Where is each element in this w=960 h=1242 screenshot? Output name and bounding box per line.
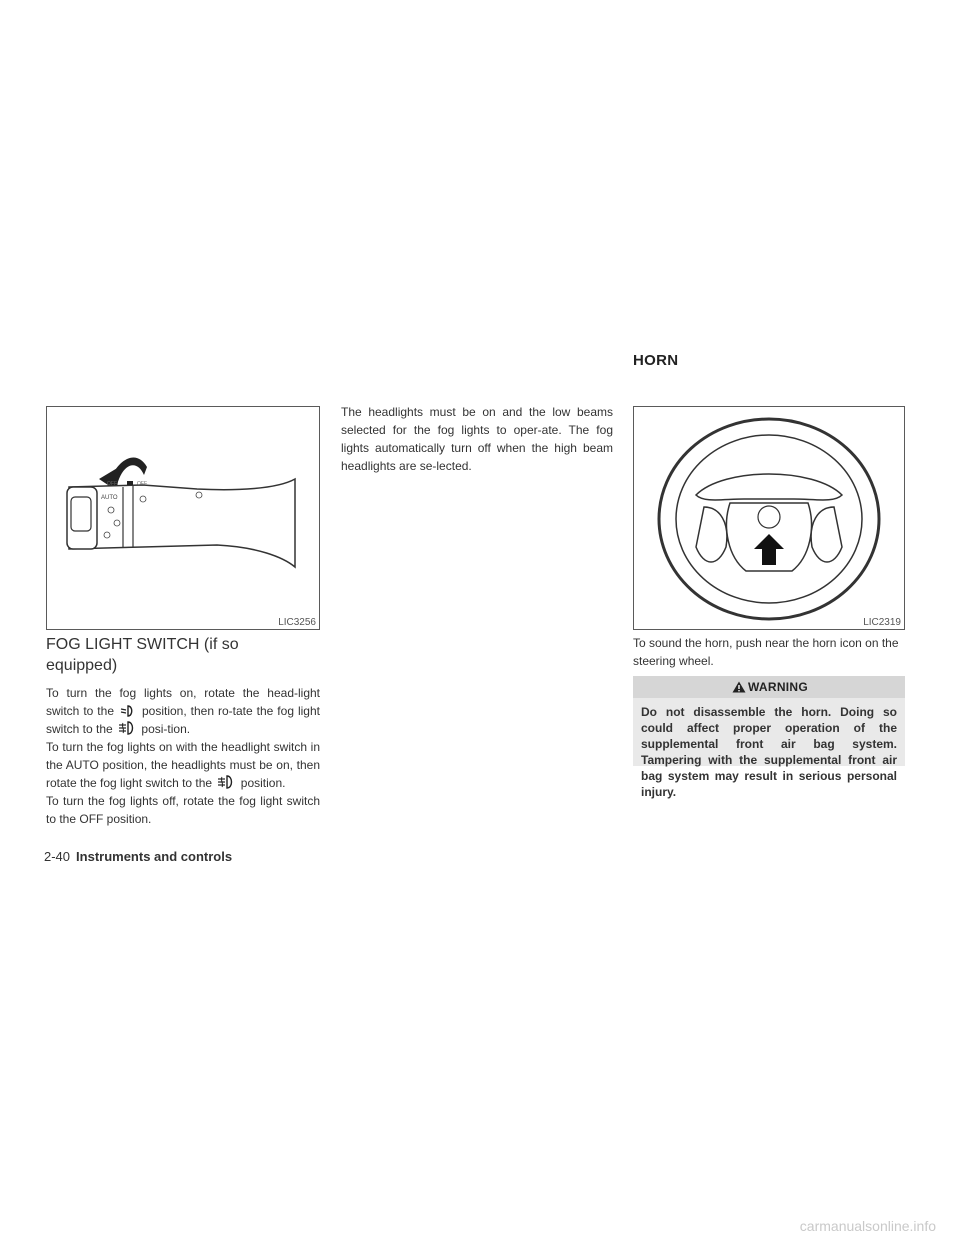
fog-p1-b: position, then ro-tate the fog light switch to the bbox=[46, 704, 320, 736]
figure-id: LIC2319 bbox=[863, 617, 901, 628]
steering-wheel-illustration bbox=[634, 407, 904, 629]
low-beam-headlight-icon bbox=[120, 705, 136, 717]
auto-label: AUTO bbox=[101, 495, 118, 501]
fog-switch-body bbox=[46, 684, 320, 828]
horn-body: To sound the horn, push near the horn icon on the steering wheel. bbox=[633, 636, 899, 668]
fog-p2-b: position. bbox=[240, 776, 286, 790]
figure-id: LIC3256 bbox=[278, 617, 316, 628]
warning-box bbox=[633, 676, 905, 799]
watermark: carmanualsonline.info bbox=[799, 1218, 936, 1234]
fog-switch-heading: FOG LIGHT SWITCH (if so equipped) bbox=[46, 636, 239, 674]
warning-header bbox=[633, 676, 905, 698]
off-label-2: OFF bbox=[137, 481, 147, 487]
fog-p1-a: To turn the fog lights on, rotate the head-light switch to the bbox=[46, 686, 320, 718]
front-fog-light-icon bbox=[217, 775, 235, 789]
page-number: 2-40 bbox=[44, 849, 71, 864]
front-fog-light-icon bbox=[118, 721, 136, 735]
fog-paragraph-2 bbox=[46, 738, 320, 792]
fog-p2-a: To turn the fog lights on with the headlight switch in the AUTO position, the headlights must be on, then rotate the fog light switch to the bbox=[46, 740, 320, 790]
fog-p1-c: posi-tion. bbox=[141, 722, 191, 736]
warning-triangle-icon bbox=[732, 681, 746, 693]
warning-label: WARNING bbox=[747, 680, 809, 694]
fog-switch-figure bbox=[46, 406, 320, 630]
warning-text: Do not disassemble the horn. Doing so could affect proper operation of the supplemental front air bag system. Tampering with the supplemental front air bag system may result in serious personal injury. bbox=[641, 705, 897, 799]
chapter-title: Instruments and controls bbox=[76, 849, 233, 864]
fog-paragraph-3: To turn the fog lights off, rotate the fog light switch to the OFF position. bbox=[46, 794, 320, 826]
combination-switch-illustration bbox=[47, 407, 319, 629]
horn-heading: HORN bbox=[633, 352, 679, 369]
steering-wheel-figure bbox=[633, 406, 905, 630]
middle-column-text: The headlights must be on and the low beams selected for the fog lights to oper-ate. The fog lights automatically turn off when the high beam headlights are se-lected. bbox=[341, 405, 613, 473]
off-label-1: OFF bbox=[107, 481, 117, 487]
page-footer bbox=[44, 849, 232, 864]
fog-paragraph-1 bbox=[46, 684, 320, 738]
